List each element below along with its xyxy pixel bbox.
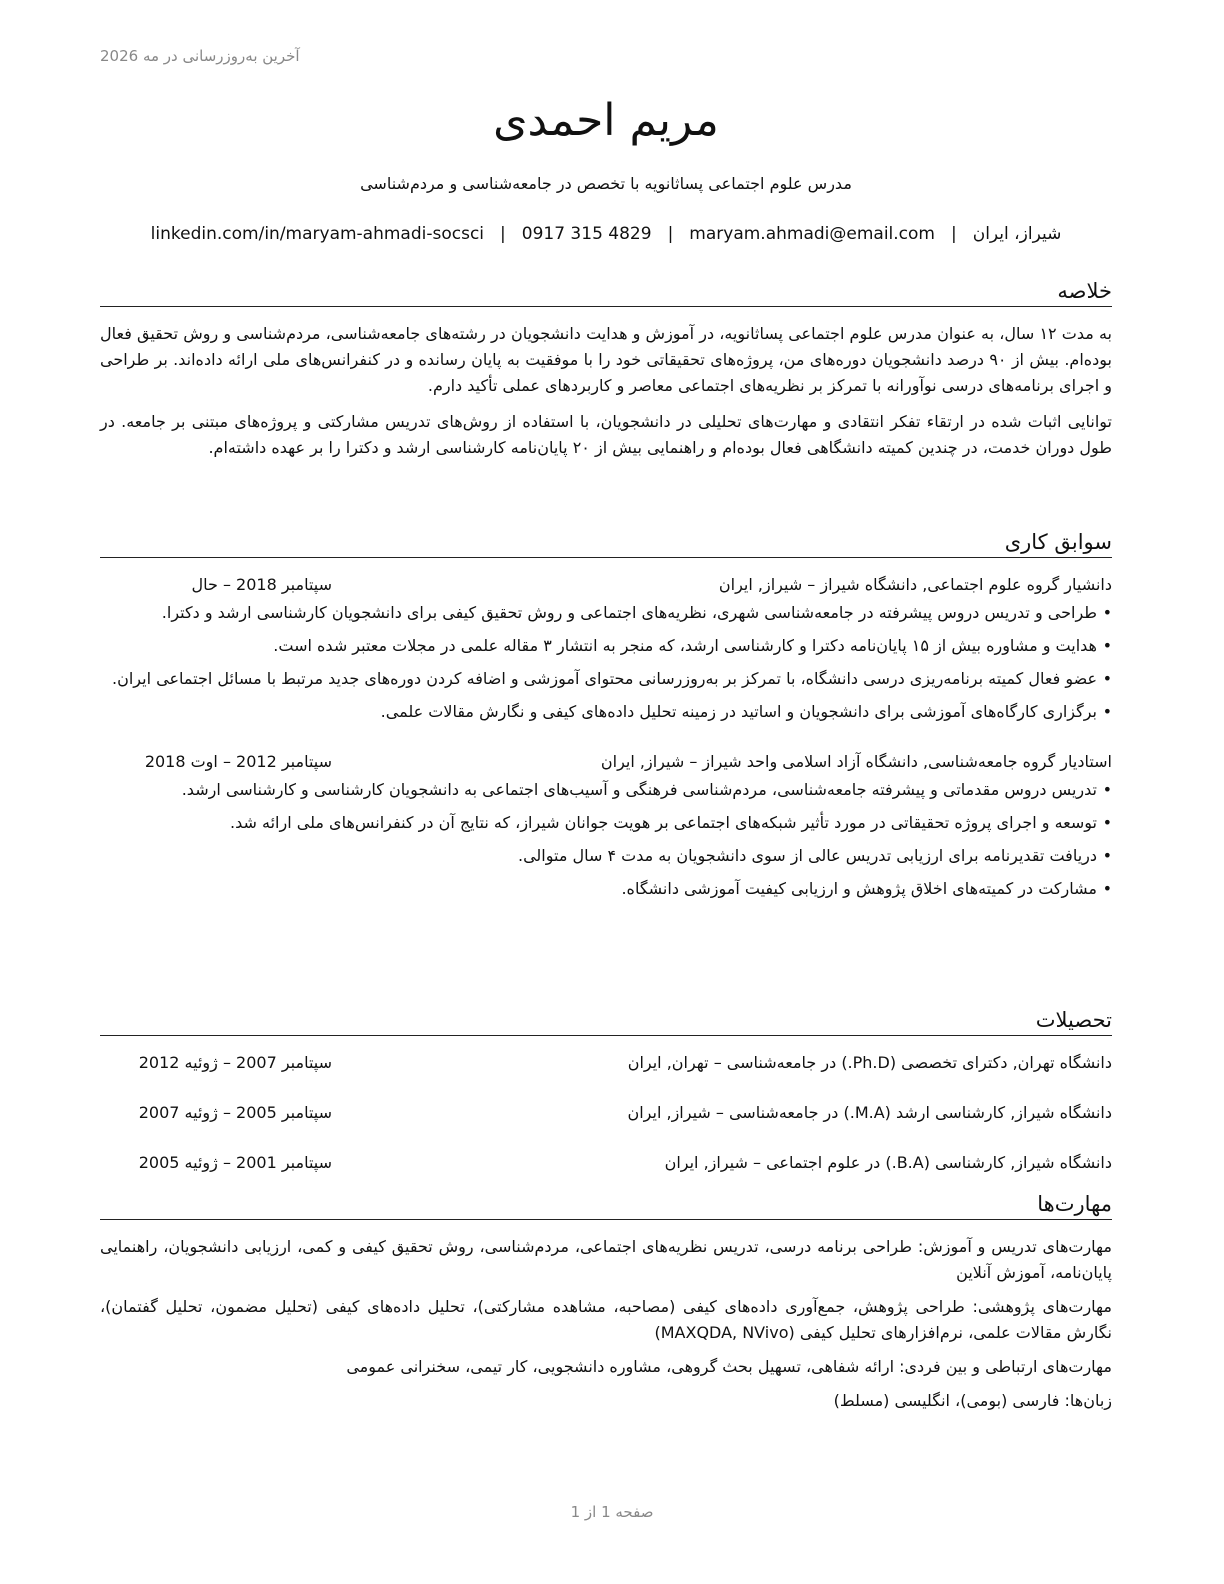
contact-line <box>100 224 1112 244</box>
summary-section <box>100 277 1112 471</box>
skills-title: مهارت‌ها <box>100 1190 1112 1220</box>
education-section <box>100 1006 1112 1200</box>
contact-email[interactable]: maryam.ahmadi@email.com <box>689 224 935 244</box>
person-name: مریم احمدی <box>493 95 719 146</box>
education-row <box>100 1100 1112 1126</box>
summary-paragraph: توانایی اثبات شده در ارتقاء تفکر انتقادی و مهارت‌های تحلیلی در دانشجویان، با استفاده از روش‌های تدریس مشارکتی و پروژه‌های مبتنی بر جامعه. در طول دوران خدمت، در چندین کمیته دانشگاهی فعال بوده‌ام و راهنمایی بیش از ۲۰ پایان‌نامه کارشناسی ارشد و دکترا را بر عهده داشته‌ام. <box>100 412 1112 457</box>
summary-title: خلاصه <box>100 277 1112 307</box>
list-item: • طراحی و تدریس دروس پیشرفته در جامعه‌شناسی شهری، نظریه‌های اجتماعی و روش تحقیق کیفی برای دانشجویان کارشناسی ارشد و دکترا. <box>100 600 1112 626</box>
summary-paragraph: به مدت ۱۲ سال، به عنوان مدرس علوم اجتماعی پساثانویه، در آموزش و هدایت دانشجویان در رشته‌های جامعه‌شناسی، مردم‌شناسی و روش تحقیق فعال بوده‌ام. بیش از ۹۰ درصد دانشجویان دوره‌های من، پروژه‌های تحقیقاتی خود را با موفقیت به پایان رسانده و در کنفرانس‌های ملی ارائه داده‌اند. بر طراحی و اجرای برنامه‌های درسی نوآورانه با تمرکز بر نظریه‌های اجتماعی معاصر و کاربردهای عملی تأکید دارم. <box>100 324 1112 395</box>
page-footer: صفحه 1 از 1 <box>570 1503 654 1521</box>
list-item: • توسعه و اجرای پروژه تحقیقاتی در مورد تأثیر شبکه‌های اجتماعی بر هویت جوانان شیراز، که نتایج آن در کنفرانس‌های ملی ارائه شد. <box>100 810 1112 836</box>
education-dates: سپتامبر 2007 – ژوئیه 2012 <box>138 1053 332 1072</box>
list-item: • دریافت تقدیرنامه برای ارزیابی تدریس عالی از سوی دانشجویان به مدت ۴ سال متوالی. <box>100 843 1112 869</box>
job-header <box>100 572 1112 598</box>
job-bullets <box>100 777 1112 902</box>
education-dates: سپتامبر 2005 – ژوئیه 2007 <box>138 1103 332 1122</box>
resume-page <box>100 0 1112 1584</box>
education-row <box>100 1150 1112 1176</box>
job-dates: سپتامبر 2018 – حال <box>191 575 332 594</box>
skill-line: مهارت‌های تدریس و آموزش: طراحی برنامه درسی، تدریس نظریه‌های اجتماعی، مردم‌شناسی، روش تحقیق کیفی و کمی، ارزیابی دانشجویان، راهنمایی پایان‌نامه، آموزش آنلاین <box>100 1237 1112 1282</box>
job-header <box>100 749 1112 775</box>
contact-separator: | <box>667 224 674 244</box>
job-bullets <box>100 600 1112 725</box>
job-dates: سپتامبر 2012 – اوت 2018 <box>144 752 332 771</box>
education-title: تحصیلات <box>100 1006 1112 1036</box>
job-title: استادیار گروه جامعه‌شناسی, دانشگاه آزاد اسلامی واحد شیراز – شیراز, ایران <box>600 752 1112 771</box>
tagline: مدرس علوم اجتماعی پساثانویه با تخصص در جامعه‌شناسی و مردم‌شناسی <box>360 174 852 193</box>
skill-line: مهارت‌های ارتباطی و بین فردی: ارائه شفاهی، تسهیل بحث گروهی، مشاوره دانشجویی، کار تیمی، سخنرانی عمومی <box>346 1357 1112 1376</box>
contact-separator: | <box>500 224 506 244</box>
list-item: • تدریس دروس مقدماتی و پیشرفته جامعه‌شناسی، مردم‌شناسی فرهنگی و آسیب‌های اجتماعی به دانشجویان کارشناسی و کارشناسی ارشد. <box>100 777 1112 803</box>
list-item: • برگزاری کارگاه‌های آموزشی برای دانشجویان و اساتید در زمینه تحلیل داده‌های کیفی و نگارش مقالات علمی. <box>100 699 1112 725</box>
experience-section <box>100 528 1112 909</box>
experience-title: سوابق کاری <box>100 528 1112 558</box>
skill-line: مهارت‌های پژوهشی: طراحی پژوهش، جمع‌آوری داده‌های کیفی (مصاحبه، مشاهده مشارکتی)، تحلیل داده‌های کیفی (تحلیل مضمون، تحلیل گفتمان)، نگارش مقالات علمی، نرم‌افزارهای تحلیل کیفی (MAXQDA, NVivo) <box>100 1297 1112 1342</box>
education-degree: دانشگاه تهران, دکترای تخصصی (Ph.D.) در جامعه‌شناسی – تهران, ایران <box>627 1053 1112 1072</box>
job-title: دانشیار گروه علوم اجتماعی, دانشگاه شیراز – شیراز, ایران <box>718 575 1112 594</box>
contact-linkedin[interactable]: linkedin.com/in/maryam-ahmadi-socsci <box>150 224 485 244</box>
education-dates: سپتامبر 2001 – ژوئیه 2005 <box>138 1153 332 1172</box>
contact-phone: 0917 315 4829 <box>521 224 652 244</box>
education-degree: دانشگاه شیراز, کارشناسی ارشد (M.A.) در جامعه‌شناسی – شیراز, ایران <box>627 1103 1112 1122</box>
list-item: • هدایت و مشاوره بیش از ۱۵ پایان‌نامه دکترا و کارشناسی ارشد، که منجر به انتشار ۳ مقاله علمی در مجلات معتبر شده است. <box>100 633 1112 659</box>
list-item: • مشارکت در کمیته‌های اخلاق پژوهش و ارزیابی کیفیت آموزشی دانشگاه. <box>100 876 1112 902</box>
job-entry <box>100 572 1112 725</box>
education-degree: دانشگاه شیراز, کارشناسی (B.A.) در علوم اجتماعی – شیراز, ایران <box>664 1153 1112 1172</box>
contact-location: شیراز، ایران <box>972 224 1062 244</box>
job-entry <box>100 749 1112 902</box>
skills-section <box>100 1190 1112 1422</box>
contact-separator: | <box>950 224 957 244</box>
education-row <box>100 1050 1112 1076</box>
last-updated-note: آخرین به‌روزرسانی در مه 2026 <box>100 47 300 65</box>
list-item: • عضو فعال کمیته برنامه‌ریزی درسی دانشگاه، با تمرکز بر به‌روزرسانی محتوای آموزشی و اضافه کردن دوره‌های جدید مرتبط با مسائل اجتماعی ایران. <box>100 666 1112 692</box>
skill-line: زبان‌ها: فارسی (بومی)، انگلیسی (مسلط) <box>833 1391 1112 1410</box>
